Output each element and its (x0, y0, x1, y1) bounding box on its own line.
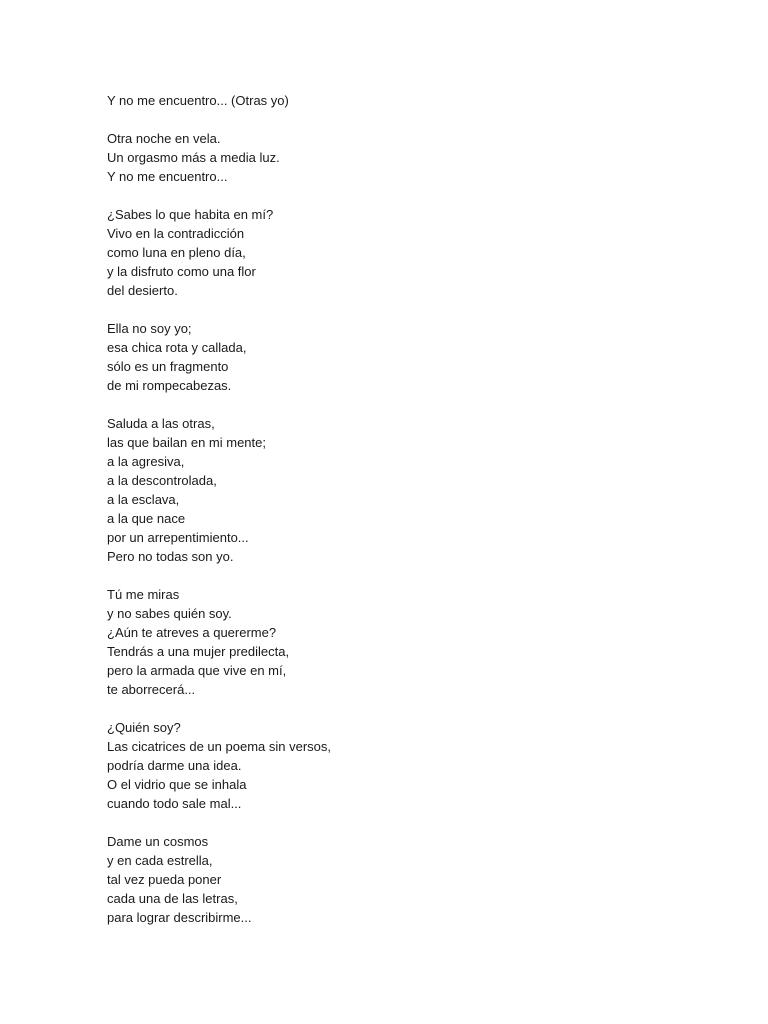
stanza-5 (107, 585, 667, 699)
stanza-4 (107, 414, 667, 566)
poem-line: Pero no todas son yo. (107, 549, 234, 564)
poem-line: para lograr describirme... (107, 910, 252, 925)
poem-line: O el vidrio que se inhala (107, 777, 247, 792)
stanza-1 (107, 129, 667, 186)
poem-line: Vivo en la contradicción (107, 226, 245, 241)
poem-line: Saluda a las otras, (107, 416, 215, 431)
poem-line: Un orgasmo más a media luz. (107, 150, 280, 165)
poem-line: esa chica rota y callada, (107, 340, 247, 355)
poem-line: ¿Quién soy? (107, 720, 181, 735)
poem-line: del desierto. (107, 283, 178, 298)
poem-line: y en cada estrella, (107, 853, 213, 868)
poem-line: cada una de las letras, (107, 891, 238, 906)
poem-line: de mi rompecabezas. (107, 378, 232, 393)
poem-line: y la disfruto como una flor (107, 264, 256, 279)
poem-line: te aborrecerá... (107, 682, 196, 697)
poem-line: a la descontrolada, (107, 473, 217, 488)
poem-line: Ella no soy yo; (107, 321, 192, 336)
poem-line: cuando todo sale mal... (107, 796, 242, 811)
poem-line: y no sabes quién soy. (107, 606, 232, 621)
poem-line: pero la armada que vive en mí, (107, 663, 287, 678)
poem-line: las que bailan en mi mente; (107, 435, 266, 450)
poem-line: Tú me miras (107, 587, 180, 602)
stanza-2 (107, 205, 667, 300)
poem-line: como luna en pleno día, (107, 245, 246, 260)
poem-body (107, 91, 667, 927)
poem-line: a la que nace (107, 511, 186, 526)
poem-title: Y no me encuentro... (Otras yo) (107, 93, 289, 108)
poem-line: ¿Aún te atreves a quererme? (107, 625, 277, 640)
poem-line: Tendrás a una mujer predilecta, (107, 644, 290, 659)
poem-line: sólo es un fragmento (107, 359, 229, 374)
poem-line: Dame un cosmos (107, 834, 209, 849)
poem-line: por un arrepentimiento... (107, 530, 249, 545)
stanza-3 (107, 319, 667, 395)
poem-line: podría darme una idea. (107, 758, 242, 773)
poem-line: tal vez pueda poner (107, 872, 222, 887)
poem-line: Y no me encuentro... (107, 169, 228, 184)
stanza-7 (107, 832, 667, 927)
poem-line: ¿Sabes lo que habita en mí? (107, 207, 274, 222)
poem-line: Otra noche en vela. (107, 131, 221, 146)
poem-line: a la esclava, (107, 492, 180, 507)
poem-line: Las cicatrices de un poema sin versos, (107, 739, 331, 754)
poem-line: a la agresiva, (107, 454, 185, 469)
stanza-6 (107, 718, 667, 813)
